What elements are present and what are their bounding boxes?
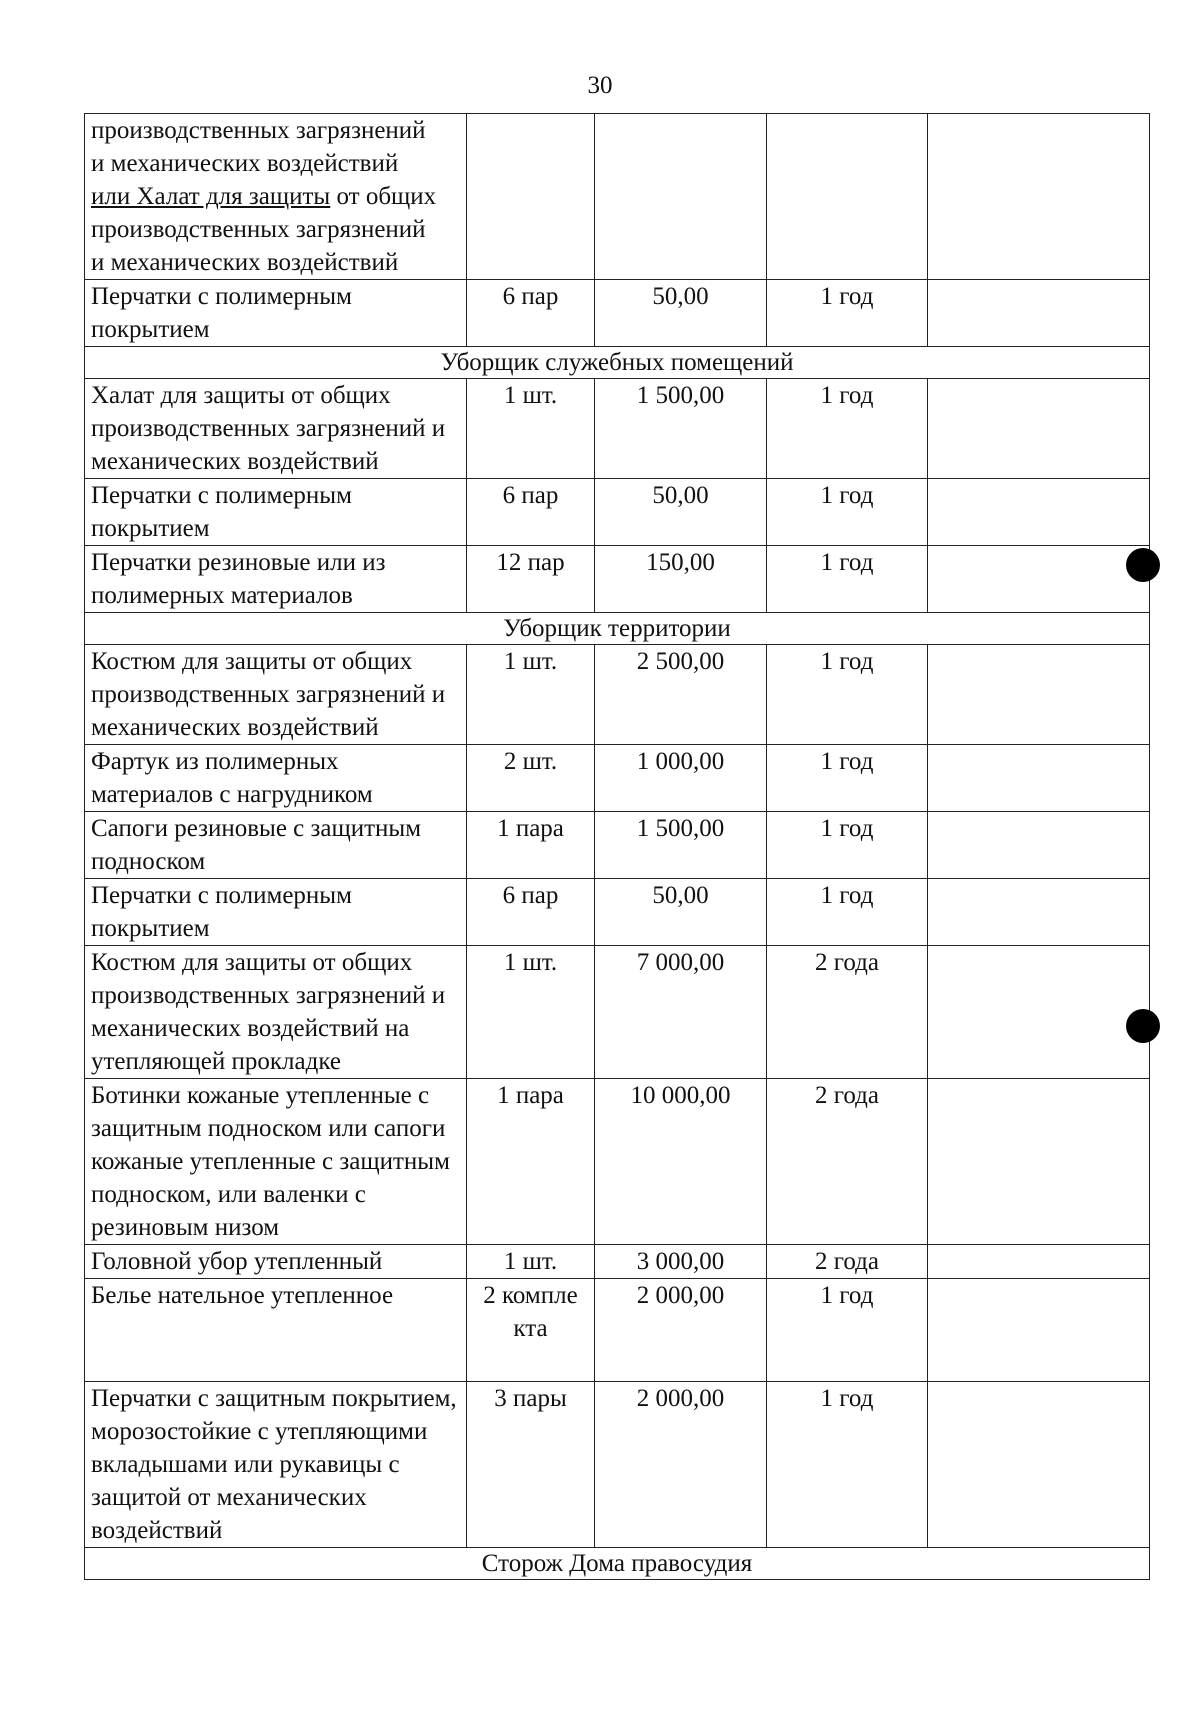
wear-term-cell: 1 год [767, 1279, 928, 1382]
wear-term-cell: 1 год [767, 479, 928, 546]
item-name-cell [85, 114, 467, 280]
item-name-cell: Ботинки кожаные утепленные с защитным подноском или сапоги кожаные утепленные с защитным подноском, или валенки с резиновым низом [85, 1079, 467, 1245]
section-title: Уборщик территории [85, 613, 1150, 645]
item-name-line: и механических воздействий [91, 150, 399, 177]
section-row [85, 1548, 1150, 1580]
wear-term-cell: 1 год [767, 812, 928, 879]
wear-term-cell: 1 год [767, 546, 928, 613]
quantity-cell: 1 шт. [467, 946, 595, 1079]
price-cell: 50,00 [595, 879, 767, 946]
section-row [85, 347, 1150, 379]
extra-cell [928, 812, 1150, 879]
extra-cell [928, 946, 1150, 1079]
price-cell: 2 000,00 [595, 1279, 767, 1382]
extra-cell [928, 1382, 1150, 1548]
item-name-line: от общих [330, 183, 437, 210]
table-row [85, 114, 1150, 280]
item-name-line: и механических воздействий [91, 249, 399, 276]
quantity-cell: 2 шт. [467, 745, 595, 812]
wear-term-cell: 1 год [767, 1382, 928, 1548]
section-title: Сторож Дома правосудия [85, 1548, 1150, 1580]
item-name-cell: Перчатки с защитным покрытием, морозостойкие с утепляющими вкладышами или рукавицы с защитой от механических воздействий [85, 1382, 467, 1548]
price-cell: 50,00 [595, 479, 767, 546]
table-row [85, 280, 1150, 347]
wear-term-cell: 1 год [767, 879, 928, 946]
quantity-cell [467, 114, 595, 280]
item-name-line: производственных загрязнений [91, 216, 426, 243]
wear-term-cell: 1 год [767, 379, 928, 479]
quantity-cell: 1 шт. [467, 645, 595, 745]
price-cell: 3 000,00 [595, 1245, 767, 1279]
extra-cell [928, 114, 1150, 280]
table-row [85, 946, 1150, 1079]
extra-cell [928, 745, 1150, 812]
quantity-cell: 1 шт. [467, 379, 595, 479]
wear-term-cell: 2 года [767, 1079, 928, 1245]
quantity-value: 2 комплекта [483, 1282, 578, 1342]
quantity-cell: 1 пара [467, 1079, 595, 1245]
quantity-cell: 1 пара [467, 812, 595, 879]
extra-cell [928, 546, 1150, 613]
item-name-cell: Костюм для защиты от общих производственных загрязнений и механических воздействий на утепляющей прокладке [85, 946, 467, 1079]
quantity-cell: 12 пар [467, 546, 595, 613]
wear-term-cell: 2 года [767, 1245, 928, 1279]
table-row [85, 879, 1150, 946]
extra-cell [928, 879, 1150, 946]
price-cell [595, 114, 767, 280]
table-row [85, 1382, 1150, 1548]
ppe-norms-table [84, 113, 1150, 1580]
item-name-cell: Костюм для защиты от общих производственных загрязнений и механических воздействий [85, 645, 467, 745]
quantity-cell: 6 пар [467, 879, 595, 946]
extra-cell [928, 1279, 1150, 1382]
table-row [85, 645, 1150, 745]
item-name-cell: Перчатки с полимерным покрытием [85, 479, 467, 546]
table-row [85, 479, 1150, 546]
table-row [85, 812, 1150, 879]
quantity-cell: 1 шт. [467, 1245, 595, 1279]
punch-hole-mark [1126, 1009, 1160, 1043]
extra-cell [928, 1245, 1150, 1279]
item-name-line: производственных загрязнений [91, 117, 426, 144]
extra-cell [928, 479, 1150, 546]
wear-term-cell: 1 год [767, 745, 928, 812]
price-cell: 1 500,00 [595, 812, 767, 879]
price-cell: 10 000,00 [595, 1079, 767, 1245]
table-row [85, 546, 1150, 613]
punch-hole-mark [1126, 548, 1160, 582]
item-name-cell: Перчатки с полимерным покрытием [85, 280, 467, 347]
price-cell: 1 500,00 [595, 379, 767, 479]
item-name-cell: Перчатки резиновые или из полимерных материалов [85, 546, 467, 613]
price-cell: 2 000,00 [595, 1382, 767, 1548]
item-name-cell: Головной убор утепленный [85, 1245, 467, 1279]
price-cell: 2 500,00 [595, 645, 767, 745]
section-title: Уборщик служебных помещений [85, 347, 1150, 379]
extra-cell [928, 645, 1150, 745]
item-name-cell: Сапоги резиновые с защитным подноском [85, 812, 467, 879]
item-name-underlined: или Халат для защиты [91, 183, 331, 210]
quantity-cell: 6 пар [467, 280, 595, 347]
item-name-cell: Белье нательное утепленное [85, 1279, 467, 1382]
wear-term-cell: 2 года [767, 946, 928, 1079]
table-row [85, 1279, 1150, 1382]
extra-cell [928, 1079, 1150, 1245]
wear-term-cell [767, 114, 928, 280]
extra-cell [928, 280, 1150, 347]
item-name-cell: Фартук из полимерных материалов с нагрудником [85, 745, 467, 812]
table-row [85, 745, 1150, 812]
price-cell: 1 000,00 [595, 745, 767, 812]
item-name-cell: Перчатки с полимерным покрытием [85, 879, 467, 946]
table-row [85, 1245, 1150, 1279]
quantity-cell: 3 пары [467, 1382, 595, 1548]
extra-cell [928, 379, 1150, 479]
quantity-cell [467, 1279, 595, 1382]
wear-term-cell: 1 год [767, 645, 928, 745]
table-row [85, 379, 1150, 479]
section-row [85, 613, 1150, 645]
table-row [85, 1079, 1150, 1245]
price-cell: 7 000,00 [595, 946, 767, 1079]
page-number: 30 [587, 72, 613, 99]
price-cell: 150,00 [595, 546, 767, 613]
wear-term-cell: 1 год [767, 280, 928, 347]
item-name-cell: Халат для защиты от общих производственных загрязнений и механических воздействий [85, 379, 467, 479]
price-cell: 50,00 [595, 280, 767, 347]
quantity-cell: 6 пар [467, 479, 595, 546]
